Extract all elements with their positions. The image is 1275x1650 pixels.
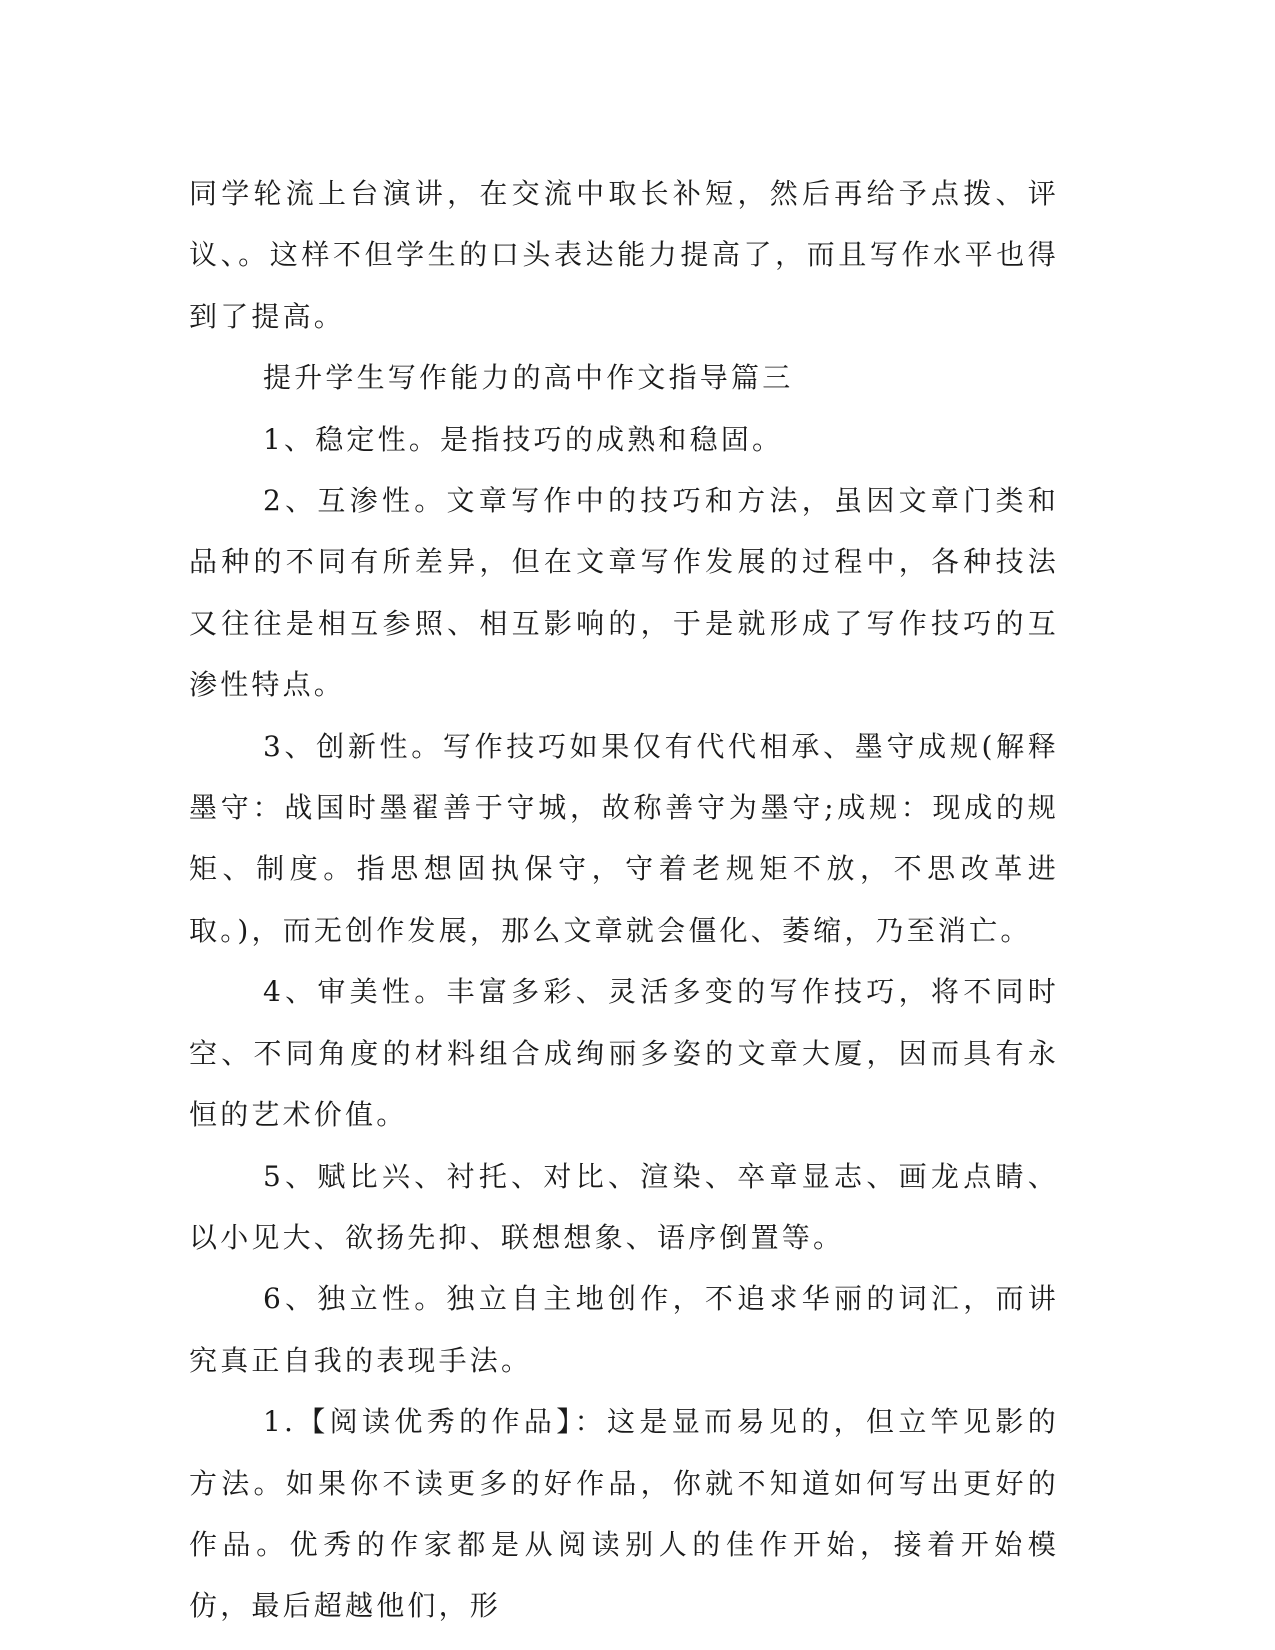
paragraph-reading: 1.【阅读优秀的作品】：这是显而易见的，但立竿见影的方法。如果你不读更多的好作品，你就不知道如何写出更好的作品。优秀的作家都是从阅读别人的佳作开始，接着开始模仿，最后超越他们，形: [189, 1405, 1059, 1623]
paragraph-1: 同学轮流上台演讲，在交流中取长补短，然后再给予点拨、评议、。这样不但学生的口头表达能力提高了，而且写作水平也得到了提高。: [189, 177, 1059, 333]
paragraph-stability: 1、稳定性。是指技巧的成熟和稳固。: [263, 422, 784, 456]
paragraph-independence: 6、独立性。独立自主地创作，不追求华丽的词汇，而讲究真正自我的表现手法。: [189, 1282, 1059, 1377]
paragraph-aesthetics: 4、审美性。丰富多彩、灵活多变的写作技巧，将不同时空、不同角度的材料组合成绚丽多姿的文章大厦，因而具有永恒的艺术价值。: [189, 975, 1059, 1132]
paragraph-techniques: 5、赋比兴、衬托、对比、渲染、卒章显志、画龙点睛、以小见大、欲扬先抑、联想想象、语序倒置等。: [189, 1159, 1059, 1254]
paragraph-innovation: 3、创新性。写作技巧如果仅有代代相承、墨守成规(解释墨守：战国时墨翟善于守城，故称善守为墨守;成规：现成的规矩、制度。指思想固执保守，守着老规矩不放，不思改革进取。)，而无创作发展，那么文章就会僵化、萎缩，乃至消亡。: [189, 729, 1059, 947]
section-heading: 提升学生写作能力的高中作文指导篇三: [263, 361, 794, 395]
paragraph-interpenetration: 2、互渗性。文章写作中的技巧和方法，虽因文章门类和品种的不同有所差异，但在文章写作发展的过程中，各种技法又往往是相互参照、相互影响的，于是就形成了写作技巧的互渗性特点。: [189, 484, 1059, 702]
body-text: [189, 163, 1059, 1637]
